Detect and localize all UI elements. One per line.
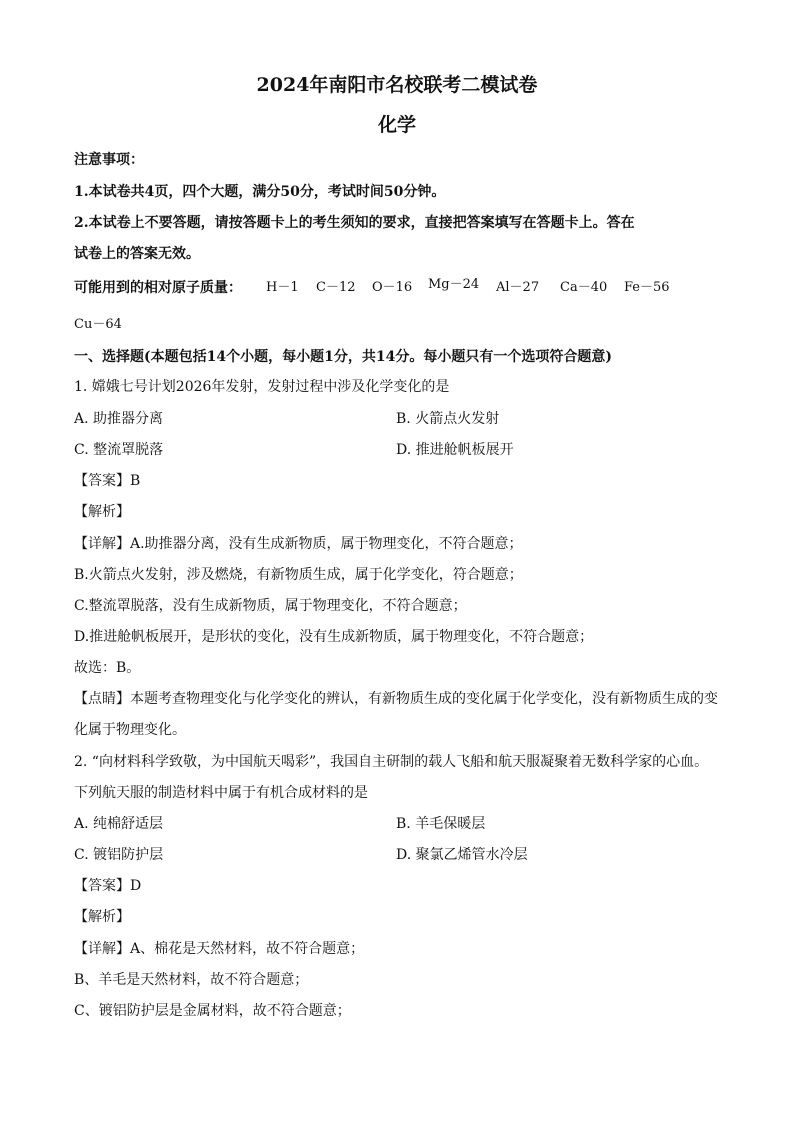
q1-stem: 1. 嫦娥七号计划2026年发射，发射过程中涉及化学变化的是 — [74, 379, 450, 395]
atomic-mass-label: 可能用到的相对原子质量： — [74, 280, 242, 296]
q1-detail-3: C.整流罩脱落，没有生成新物质，属于物理变化，不符合题意； — [74, 598, 467, 614]
atomic-mass-fe: Fe－56 — [624, 280, 670, 295]
q2-option-a: A. 纯棉舒适层 — [74, 816, 164, 832]
atomic-mass-h: H－1 — [266, 280, 299, 295]
atomic-mass-cu: Cu－64 — [74, 317, 122, 332]
q1-option-c: C. 整流罩脱落 — [74, 442, 164, 458]
q2-stem-1: 2. “向材料科学致敬，为中国航天喝彩”，我国自主研制的载人飞船和航天服凝聚着无数科学家的心血。 — [74, 754, 709, 770]
atomic-mass-row — [74, 278, 754, 298]
q2-option-b: B. 羊毛保暖层 — [396, 816, 486, 832]
q1-analysis: 【解析】 — [74, 504, 130, 520]
exam-title: 2024年南阳市名校联考二模试卷 — [256, 74, 538, 96]
q2-analysis: 【解析】 — [74, 909, 130, 925]
q1-comment-2: 化属于物理变化。 — [74, 722, 186, 738]
notice-line-1: 1.本试卷共4页，四个大题，满分50分，考试时间50分钟。 — [74, 184, 446, 200]
q1-detail-1: 【详解】A.助推器分离，没有生成新物质，属于物理变化，不符合题意； — [74, 536, 523, 552]
q2-detail-2: B、羊毛是天然材料，故不符合题意； — [74, 972, 309, 988]
atomic-mass-ca: Ca－40 — [560, 280, 608, 295]
q1-answer: 【答案】B — [74, 473, 141, 489]
q2-option-d: D. 聚氯乙烯管水冷层 — [396, 847, 528, 863]
q1-option-d: D. 推进舱帆板展开 — [396, 442, 514, 458]
notice-line-2b: 试卷上的答案无效。 — [74, 246, 200, 262]
subject-title: 化学 — [377, 114, 416, 136]
q1-detail-2: B.火箭点火发射，涉及燃烧，有新物质生成，属于化学变化，符合题意； — [74, 567, 523, 583]
q1-option-b: B. 火箭点火发射 — [396, 411, 500, 427]
notice-heading: 注意事项： — [74, 152, 144, 168]
q1-choice: 故选：B。 — [74, 660, 141, 676]
section-1-heading: 一、选择题(本题包括14个小题，每小题1分，共14分。每小题只有一个选项符合题意) — [74, 349, 612, 365]
q1-comment-1: 【点睛】本题考查物理变化与化学变化的辨认，有新物质生成的变化属于化学变化，没有新物质生成的变 — [74, 691, 718, 707]
q2-option-c: C. 镀铝防护层 — [74, 847, 164, 863]
q2-answer: 【答案】D — [74, 878, 142, 894]
atomic-mass-mg: Mg－24 — [428, 277, 480, 292]
atomic-mass-c: C－12 — [316, 280, 356, 295]
atomic-mass-o: O－16 — [372, 280, 413, 295]
q2-detail-1: 【详解】A、棉花是天然材料，故不符合题意； — [74, 941, 365, 957]
q1-detail-4: D.推进舱帆板展开，是形状的变化，没有生成新物质，属于物理变化，不符合题意； — [74, 629, 594, 645]
q1-option-a: A. 助推器分离 — [74, 411, 164, 427]
q2-detail-3: C、镀铝防护层是金属材料，故不符合题意； — [74, 1003, 351, 1019]
atomic-mass-al: Al－27 — [496, 280, 540, 295]
notice-line-2a: 2.本试卷上不要答题，请按答题卡上的考生须知的要求，直接把答案填写在答题卡上。答在 — [74, 215, 635, 231]
q2-stem-2: 下列航天服的制造材料中属于有机合成材料的是 — [74, 785, 368, 801]
